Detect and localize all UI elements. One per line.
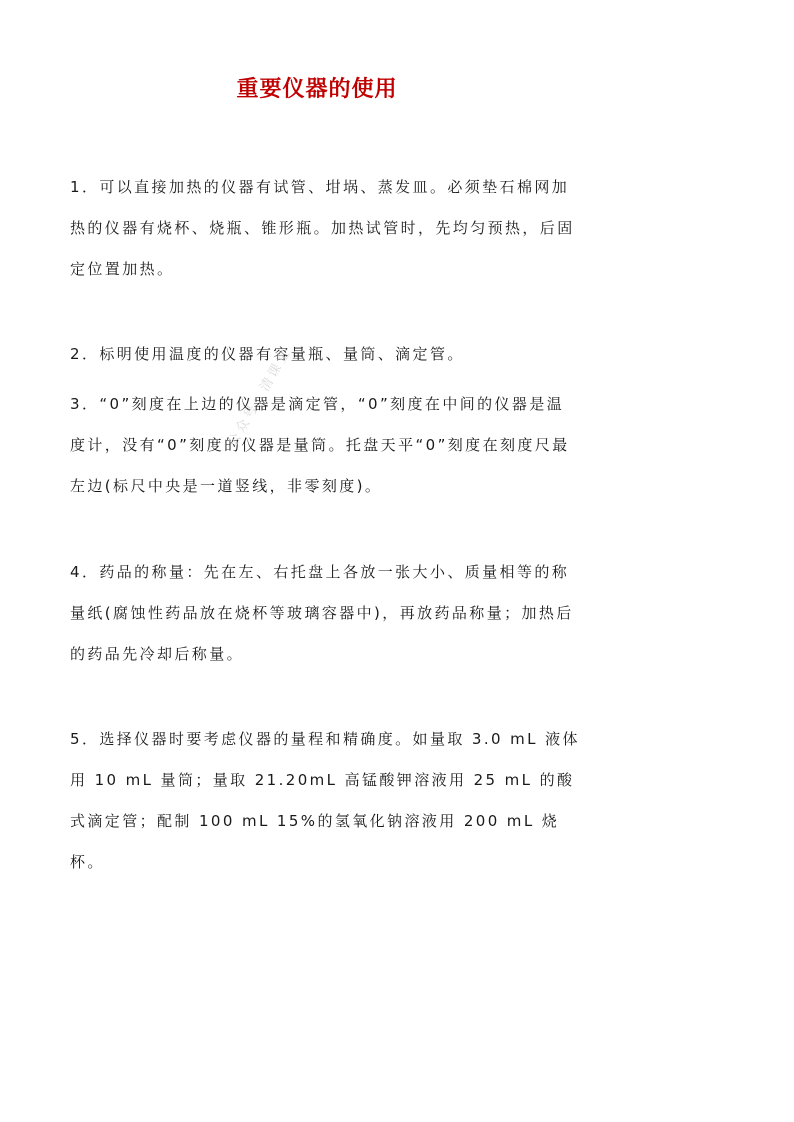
paragraph-1: 1．可以直接加热的仪器有试管、坩埚、蒸发皿。必须垫石棉网加热的仪器有烧杯、烧瓶、锥形瓶。加热试管时，先均匀预热，后固定位置加热。 [70,178,575,278]
paragraph-2: 2．标明使用温度的仪器有容量瓶、量筒、滴定管。 [70,345,465,363]
page-title: 重要仪器的使用 [236,77,398,102]
watermark-text: 公众号：清课堂 [225,344,295,450]
paragraph-4: 4．药品的称量：先在左、右托盘上各放一张大小、质量相等的称量纸(腐蚀性药品放在烧杯等玻璃容器中)，再放药品称量；加热后的药品先冷却后称量。 [70,563,574,663]
paragraph-3: 3．“0”刻度在上边的仪器是滴定管，“0”刻度在中间的仪器是温度计，没有“0”刻度的仪器是量筒。托盘天平“0”刻度在刻度尺最左边(标尺中央是一道竖线，非零刻度)。 [70,395,570,495]
paragraph-5: 5．选择仪器时要考虑仪器的量程和精确度。如量取 3.0 mL 液体用 10 mL 量筒；量取 21.20mL 高锰酸钾溶液用 25 mL 的酸式滴定管；配制 100 mL 15%的氢氧化钠溶液用 200 mL 烧杯。 [70,730,580,871]
